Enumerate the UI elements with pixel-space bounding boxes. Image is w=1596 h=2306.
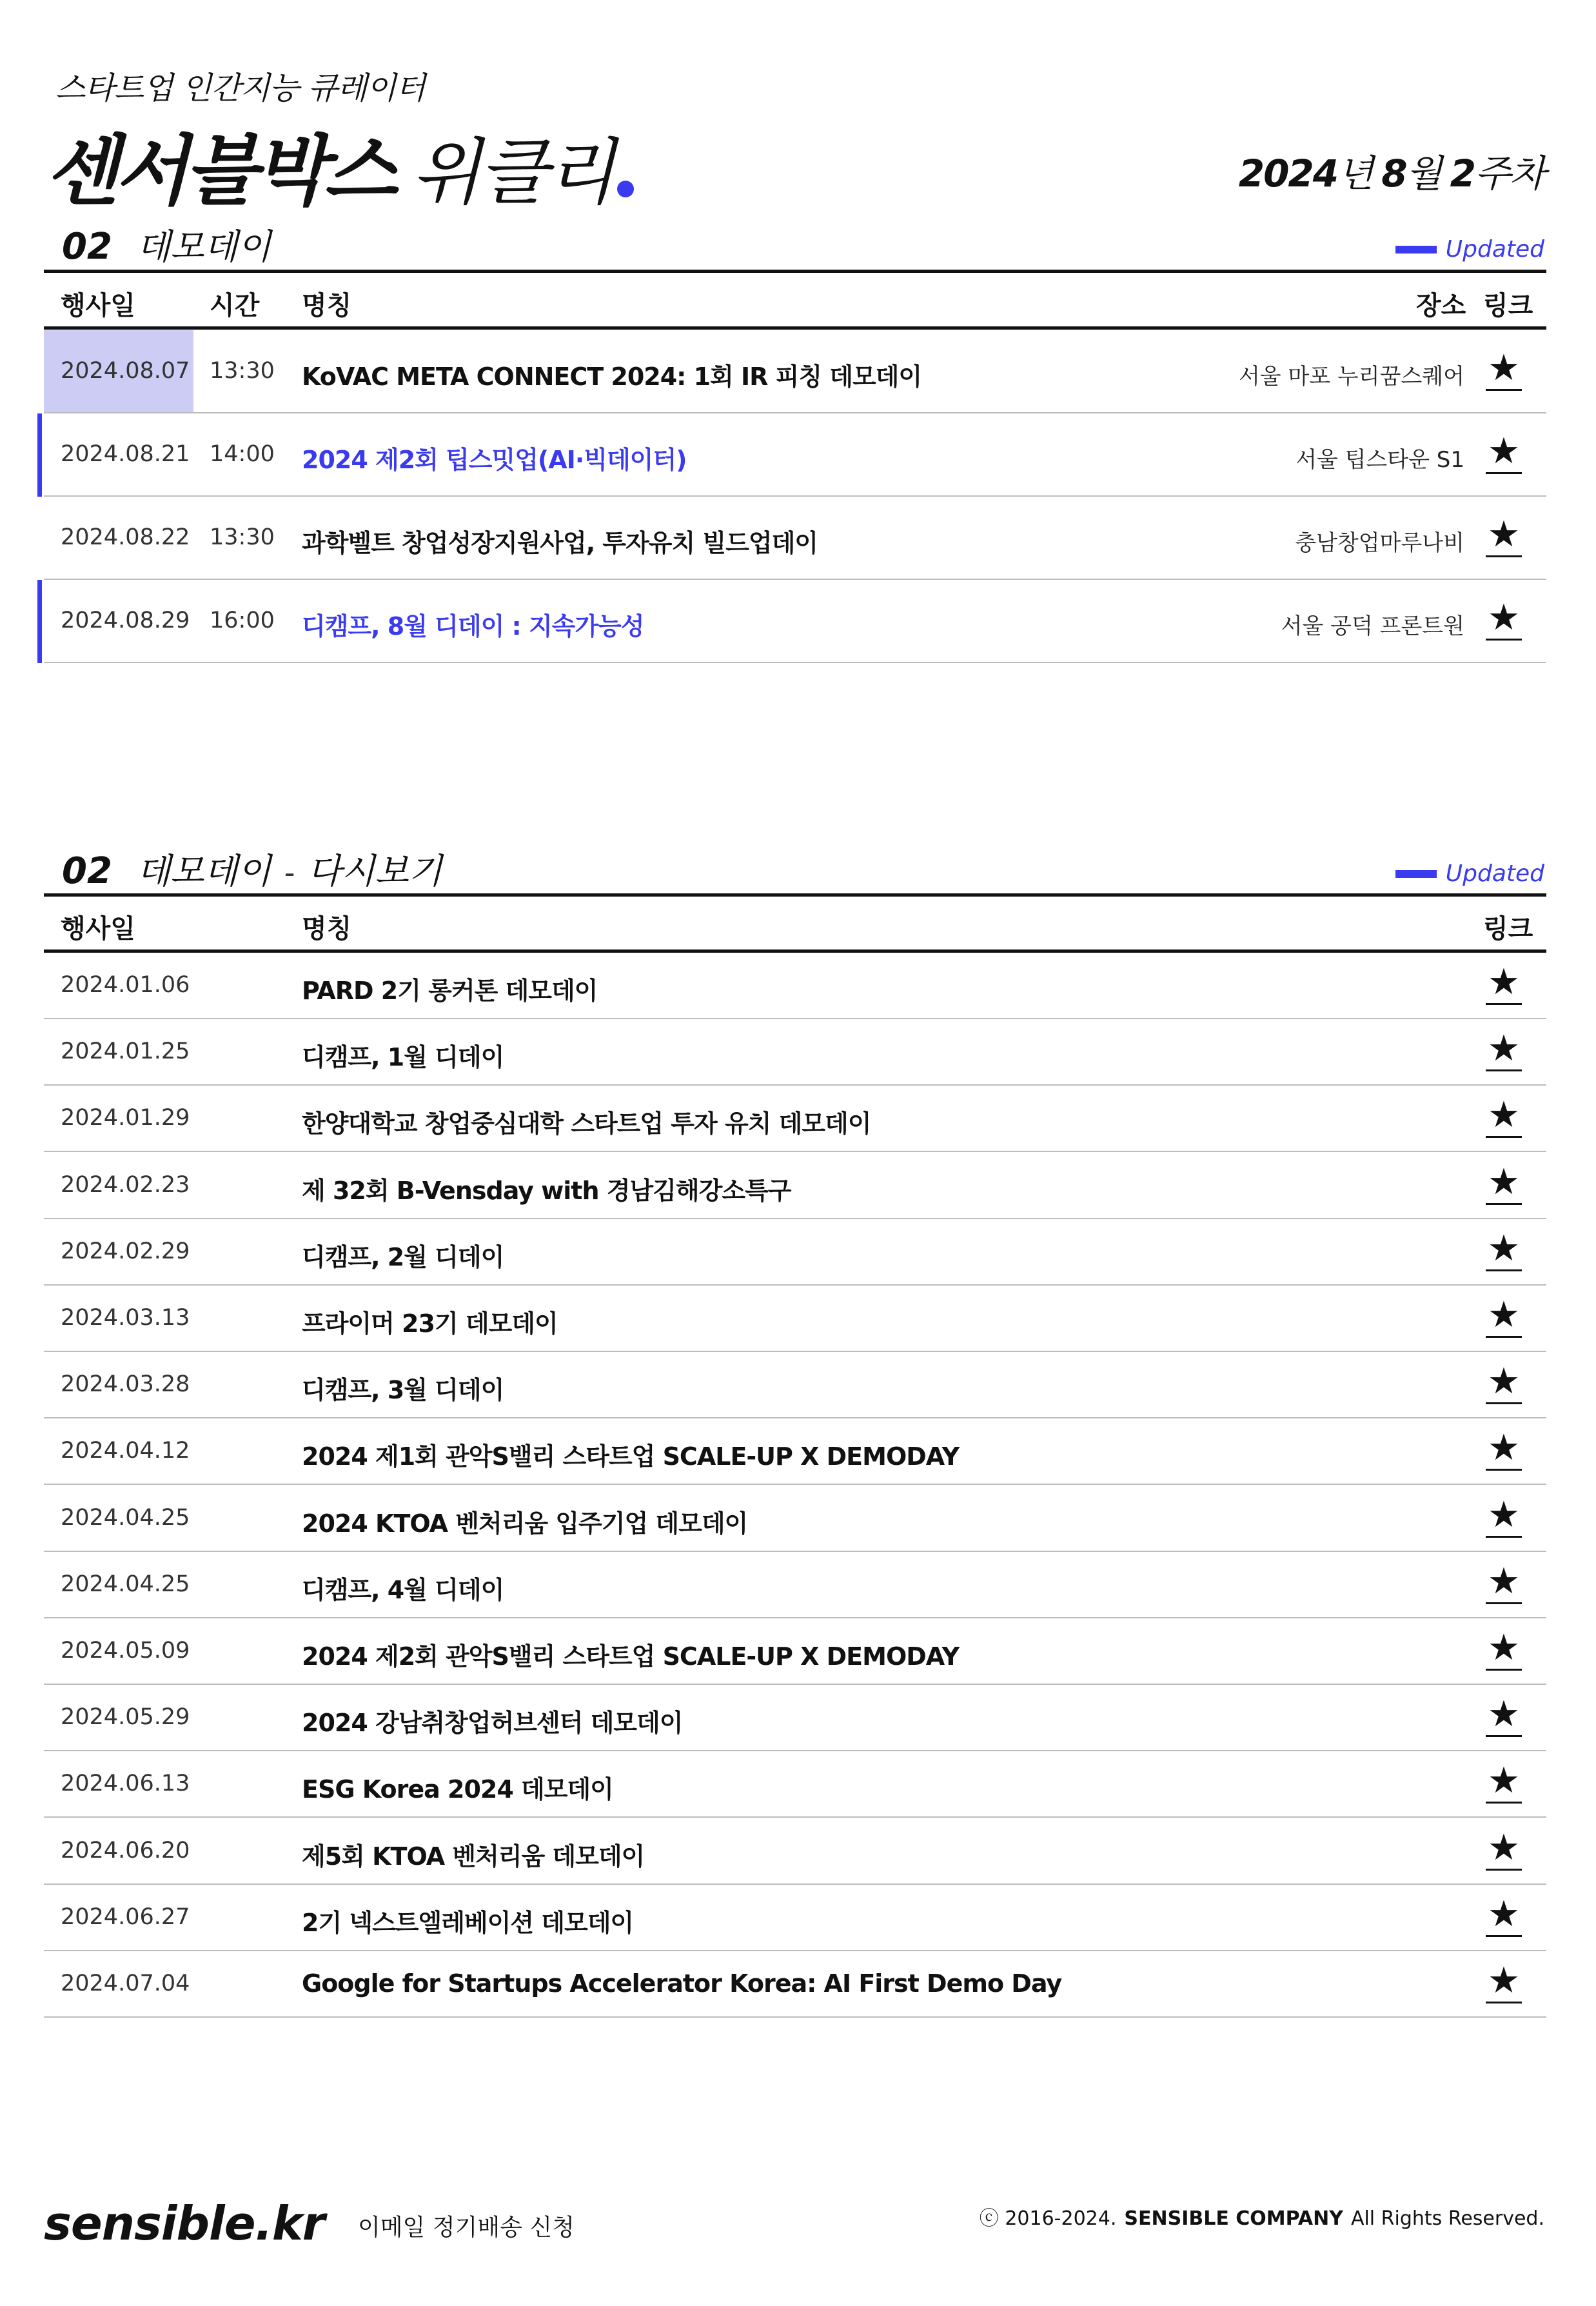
section1-header-rule bbox=[44, 326, 1546, 330]
star-link-icon[interactable]: ★ bbox=[1487, 1693, 1521, 1735]
star-link-underline bbox=[1486, 2002, 1522, 2003]
row-divider bbox=[44, 1950, 1546, 1951]
section2-top-rule bbox=[44, 893, 1546, 897]
row-accent-bar bbox=[37, 580, 42, 663]
issue-month-unit: 월 bbox=[1406, 152, 1441, 195]
event-name: 디캠프, 2월 디데이 bbox=[302, 1243, 504, 1271]
section2-name: 데모데이 bbox=[136, 851, 271, 891]
row-divider bbox=[44, 1218, 1546, 1219]
row-divider bbox=[44, 1684, 1546, 1685]
star-link-underline bbox=[1486, 1469, 1522, 1471]
star-link-underline bbox=[1486, 472, 1522, 474]
event-time: 14:00 bbox=[210, 441, 275, 467]
event-name: 디캠프, 4월 디데이 bbox=[302, 1576, 504, 1604]
issue-year: 2024 bbox=[1238, 152, 1338, 195]
event-name: 2024 제2회 관악S밸리 스타트업 SCALE-UP X DEMODAY bbox=[302, 1642, 960, 1671]
star-link-icon[interactable]: ★ bbox=[1487, 596, 1521, 639]
event-date: 2024.02.23 bbox=[61, 1172, 190, 1198]
title-brand: 센서블박스 bbox=[45, 126, 393, 215]
row-divider bbox=[44, 1816, 1546, 1818]
star-link-icon[interactable]: ★ bbox=[1487, 430, 1521, 472]
copyright-years: ⓒ 2016-2024. bbox=[979, 2207, 1117, 2230]
star-link-underline bbox=[1486, 389, 1522, 391]
event-date: 2024.08.21 bbox=[61, 441, 190, 467]
row-divider bbox=[44, 412, 1546, 413]
event-name: 2024 제1회 관악S밸리 스타트업 SCALE-UP X DEMODAY bbox=[302, 1442, 960, 1471]
row-divider bbox=[44, 579, 1546, 580]
event-time: 16:00 bbox=[210, 607, 275, 633]
row-divider bbox=[44, 1551, 1546, 1552]
section2-number: 02 bbox=[62, 850, 112, 892]
event-date: 2024.08.29 bbox=[61, 607, 190, 633]
event-name: 디캠프, 8월 디데이 : 지속가능성 bbox=[302, 611, 644, 641]
event-time: 13:30 bbox=[210, 357, 275, 384]
col-header-date: 행사일 bbox=[61, 914, 135, 944]
row-divider bbox=[44, 1284, 1546, 1286]
event-name: 2024 강남취창업허브센터 데모데이 bbox=[302, 1709, 683, 1737]
event-date: 2024.01.06 bbox=[61, 972, 190, 998]
star-link-underline bbox=[1486, 639, 1522, 641]
row-accent-bar bbox=[37, 413, 42, 497]
event-date: 2024.03.28 bbox=[61, 1371, 190, 1397]
event-location: 서울 마포 누리꿈스퀘어 bbox=[1238, 363, 1464, 390]
event-date: 2024.05.09 bbox=[61, 1638, 190, 1664]
updated-bar-icon bbox=[1395, 870, 1437, 878]
row-divider bbox=[44, 1351, 1546, 1352]
row-divider bbox=[44, 1617, 1546, 1618]
event-name: 디캠프, 1월 디데이 bbox=[302, 1043, 504, 1071]
event-name: 2024 제2회 팁스밋업(AI·빅데이터) bbox=[302, 445, 687, 474]
star-link-underline bbox=[1486, 1669, 1522, 1671]
issue-week-unit: 주차 bbox=[1474, 152, 1544, 195]
star-link-underline bbox=[1486, 1536, 1522, 1538]
event-date: 2024.03.13 bbox=[61, 1305, 190, 1331]
row-divider bbox=[44, 2016, 1546, 2018]
updated-bar-icon bbox=[1395, 246, 1437, 253]
event-name: 제5회 KTOA 벤처리움 데모데이 bbox=[302, 1842, 645, 1871]
event-location: 서울 팁스타운 S1 bbox=[1296, 446, 1464, 473]
section1-updated-badge bbox=[1395, 236, 1544, 263]
title-weekly: 위클리 bbox=[411, 131, 613, 215]
event-location: 충남창업마루나비 bbox=[1295, 530, 1464, 556]
row-divider bbox=[44, 1750, 1546, 1751]
event-location: 서울 공덕 프론트원 bbox=[1281, 613, 1464, 639]
title-dot-icon bbox=[617, 181, 634, 197]
event-name: 2기 넥스트엘레베이션 데모데이 bbox=[302, 1909, 634, 1937]
col-header-name: 명칭 bbox=[302, 914, 352, 944]
star-link-icon[interactable]: ★ bbox=[1487, 1294, 1521, 1336]
copyright-rights: All Rights Reserved. bbox=[1350, 2207, 1544, 2230]
section2-title bbox=[62, 844, 442, 893]
col-header-link: 링크 bbox=[1483, 914, 1533, 944]
event-date: 2024.06.20 bbox=[61, 1838, 190, 1864]
col-header-time: 시간 bbox=[210, 291, 260, 321]
section1-title bbox=[62, 219, 271, 269]
row-divider bbox=[44, 662, 1546, 663]
event-date: 2024.05.29 bbox=[61, 1704, 190, 1730]
footer-subscribe-link[interactable]: 이메일 정기배송 신청 bbox=[358, 2214, 575, 2241]
event-date: 2024.04.25 bbox=[61, 1571, 190, 1597]
section2-header-rule bbox=[44, 949, 1546, 953]
section1-name: 데모데이 bbox=[136, 226, 271, 267]
event-name: Google for Startups Accelerator Korea: AI First Demo Day bbox=[302, 1969, 1062, 1998]
updated-label: Updated bbox=[1445, 236, 1544, 263]
star-link-icon[interactable]: ★ bbox=[1487, 1893, 1521, 1935]
event-date: 2024.08.22 bbox=[61, 524, 190, 550]
star-link-underline bbox=[1486, 1602, 1522, 1604]
star-link-icon[interactable]: ★ bbox=[1487, 346, 1521, 389]
event-name: 디캠프, 3월 디데이 bbox=[302, 1376, 504, 1404]
star-link-icon[interactable]: ★ bbox=[1487, 1094, 1521, 1136]
star-link-icon[interactable]: ★ bbox=[1487, 1760, 1521, 1802]
issue-year-unit: 년 bbox=[1337, 152, 1373, 195]
star-link-icon[interactable]: ★ bbox=[1487, 1560, 1521, 1602]
row-divider bbox=[44, 1084, 1546, 1086]
section1-number: 02 bbox=[62, 226, 112, 268]
event-date: 2024.06.27 bbox=[61, 1904, 190, 1930]
event-name: 2024 KTOA 벤처리움 입주기업 데모데이 bbox=[302, 1509, 748, 1538]
event-time: 13:30 bbox=[210, 524, 275, 550]
star-link-underline bbox=[1486, 1203, 1522, 1205]
section2-updated-badge bbox=[1395, 860, 1544, 887]
event-name: 과학벨트 창업성장지원사업, 투자유치 빌드업데이 bbox=[302, 528, 818, 557]
star-link-icon[interactable]: ★ bbox=[1487, 1161, 1521, 1203]
star-link-icon[interactable]: ★ bbox=[1487, 1960, 1521, 2002]
star-link-underline bbox=[1486, 1003, 1522, 1005]
row-divider bbox=[44, 1884, 1546, 1885]
event-name: KoVAC META CONNECT 2024: 1회 IR 피칭 데모데이 bbox=[302, 362, 922, 391]
star-link-icon[interactable]: ★ bbox=[1487, 1827, 1521, 1869]
row-divider bbox=[44, 1484, 1546, 1485]
star-link-icon[interactable]: ★ bbox=[1487, 1427, 1521, 1469]
event-name: PARD 2기 롱커톤 데모데이 bbox=[302, 977, 598, 1005]
event-date: 2024.07.04 bbox=[61, 1971, 190, 1996]
updated-label: Updated bbox=[1445, 860, 1544, 887]
section2-name2: 다시보기 bbox=[308, 851, 442, 891]
row-divider bbox=[44, 1417, 1546, 1418]
col-header-link: 링크 bbox=[1483, 291, 1533, 321]
star-link-icon[interactable]: ★ bbox=[1487, 1494, 1521, 1536]
star-link-underline bbox=[1486, 1869, 1522, 1871]
star-link-icon[interactable]: ★ bbox=[1487, 961, 1521, 1003]
event-date: 2024.08.07 bbox=[61, 357, 190, 384]
event-date: 2024.01.25 bbox=[61, 1039, 190, 1064]
star-link-underline bbox=[1486, 1402, 1522, 1404]
event-date: 2024.06.13 bbox=[61, 1771, 190, 1796]
star-link-underline bbox=[1486, 1136, 1522, 1138]
col-header-location: 장소 bbox=[1416, 291, 1466, 321]
header-subtitle: 스타트업 인간지능 큐레이터 bbox=[55, 70, 425, 106]
issue-week: 2 bbox=[1450, 152, 1475, 195]
star-link-underline bbox=[1486, 555, 1522, 557]
section1-top-rule bbox=[44, 270, 1546, 273]
event-name: 프라이머 23기 데모데이 bbox=[302, 1309, 558, 1338]
col-header-date: 행사일 bbox=[61, 291, 135, 321]
star-link-underline bbox=[1486, 1735, 1522, 1737]
row-divider bbox=[44, 1018, 1546, 1019]
star-link-underline bbox=[1486, 1336, 1522, 1338]
star-link-underline bbox=[1486, 1069, 1522, 1071]
col-header-name: 명칭 bbox=[302, 291, 352, 321]
event-date: 2024.02.29 bbox=[61, 1238, 190, 1264]
star-link-icon[interactable]: ★ bbox=[1487, 1627, 1521, 1669]
star-link-icon[interactable]: ★ bbox=[1487, 1360, 1521, 1402]
footer-copyright bbox=[980, 2202, 1544, 2231]
star-link-icon[interactable]: ★ bbox=[1487, 513, 1521, 555]
star-link-underline bbox=[1486, 1802, 1522, 1804]
event-date: 2024.01.29 bbox=[61, 1105, 190, 1131]
event-date: 2024.04.25 bbox=[61, 1505, 190, 1531]
copyright-company: SENSIBLE COMPANY bbox=[1124, 2207, 1343, 2230]
star-link-icon[interactable]: ★ bbox=[1487, 1228, 1521, 1269]
star-link-underline bbox=[1486, 1935, 1522, 1937]
issue-date bbox=[1239, 143, 1544, 197]
event-name: 제 32회 B-Vensday with 경남김해강소특구 bbox=[302, 1177, 791, 1205]
section2-dash: - bbox=[284, 855, 295, 890]
star-link-underline bbox=[1486, 1269, 1522, 1271]
star-link-icon[interactable]: ★ bbox=[1487, 1028, 1521, 1069]
issue-month: 8 bbox=[1381, 152, 1406, 195]
event-name: 한양대학교 창업중심대학 스타트업 투자 유치 데모데이 bbox=[302, 1109, 871, 1138]
row-divider bbox=[44, 1151, 1546, 1152]
row-divider bbox=[44, 495, 1546, 497]
event-date: 2024.04.12 bbox=[61, 1438, 190, 1464]
event-name: ESG Korea 2024 데모데이 bbox=[302, 1775, 613, 1804]
footer-brand-logo[interactable]: sensible.kr bbox=[44, 2196, 325, 2251]
header-title bbox=[45, 110, 634, 219]
